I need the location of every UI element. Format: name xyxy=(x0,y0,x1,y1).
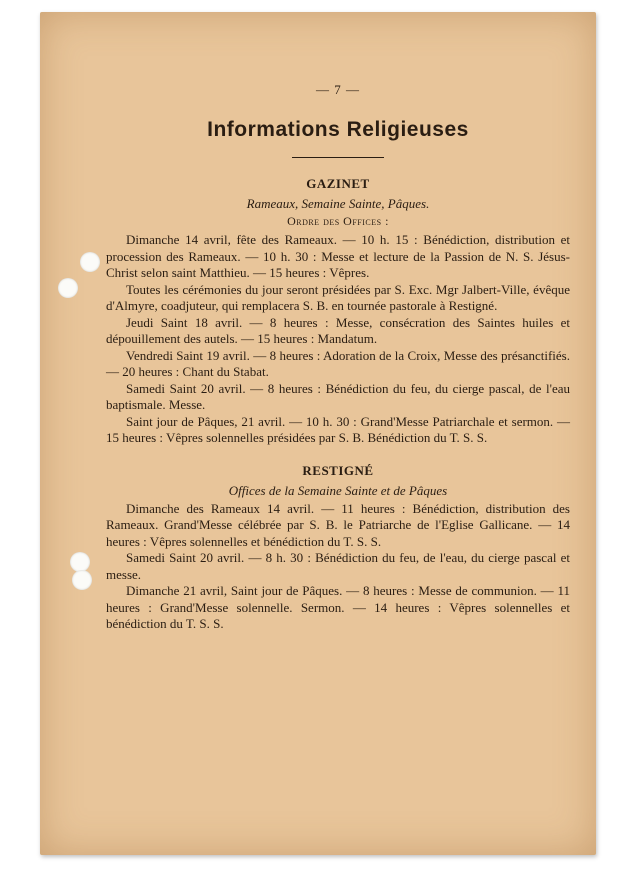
document-page xyxy=(40,12,596,855)
order-label: Ordre des Offices : xyxy=(287,214,389,228)
paragraph: Dimanche 14 avril, fête des Rameaux. — 10 h. 15 : Bénédiction, distribution et procession des Rameaux. — 10 h. 30 : Messe et lecture de la Passion de N. S. Jésus-Christ selon saint Matthieu. — 15 heures : Vêpres. xyxy=(106,232,570,280)
section-heading: RESTIGNÉ xyxy=(302,462,374,478)
paragraph: Saint jour de Pâques, 21 avril. — 10 h. 30 : Grand'Messe Patriarchale et sermon. — 15 heures : Vêpres solennelles présidées par S. B. Bénédiction du T. S. S. xyxy=(106,413,570,445)
page-number: — 7 — xyxy=(316,82,360,97)
paragraph: Samedi Saint 20 avril. — 8 h. 30 : Bénédiction du feu, de l'eau, du cierge pascal et messe. xyxy=(106,550,570,582)
section-restigne xyxy=(106,463,570,633)
page-title: Informations Religieuses xyxy=(207,118,469,141)
paragraph: Vendredi Saint 19 avril. — 8 heures : Adoration de la Croix, Messe des présanctifiés. — 20 heures : Chant du Stabat. xyxy=(106,347,570,379)
punch-hole xyxy=(70,552,90,572)
title-divider xyxy=(292,157,384,158)
paragraph: Jeudi Saint 18 avril. — 8 heures : Messe, consécration des Saintes huiles et dépouillement des autels. — 15 heures : Mandatum. xyxy=(106,314,570,346)
paragraph: Samedi Saint 20 avril. — 8 heures : Bénédiction du feu, du cierge pascal, de l'eau baptismale. Messe. xyxy=(106,380,570,412)
paragraph: Toutes les cérémonies du jour seront présidées par S. Exc. Mgr Jalbert-Ville, évêque d'Almyre, coadjuteur, qui remplacera S. B. en tournée pastorale à Restigné. xyxy=(106,281,570,313)
page-content xyxy=(106,82,570,633)
section-gazinet xyxy=(106,176,570,447)
section-subtitle: Rameaux, Semaine Sainte, Pâques. xyxy=(246,196,430,211)
section-subtitle: Offices de la Semaine Sainte et de Pâques xyxy=(228,482,448,498)
punch-hole xyxy=(80,252,100,272)
punch-hole xyxy=(58,278,78,298)
paragraph: Dimanche des Rameaux 14 avril. — 11 heures : Bénédiction, distribution des Rameaux. Grand'Messe célébrée par S. B. le Patriarche de l'Eglise Gallicane. — 14 heures : Vêpres solennelles et bénédiction du T. S. S. xyxy=(106,500,570,549)
punch-hole xyxy=(72,570,92,590)
section-heading: GAZINET xyxy=(306,176,370,191)
paragraph: Dimanche 21 avril, Saint jour de Pâques. — 8 heures : Messe de communion. — 11 heures : Grand'Messe solennelle. Sermon. — 14 heures : Vêpres solennelles et bénédiction du T. S. S. xyxy=(106,583,570,631)
